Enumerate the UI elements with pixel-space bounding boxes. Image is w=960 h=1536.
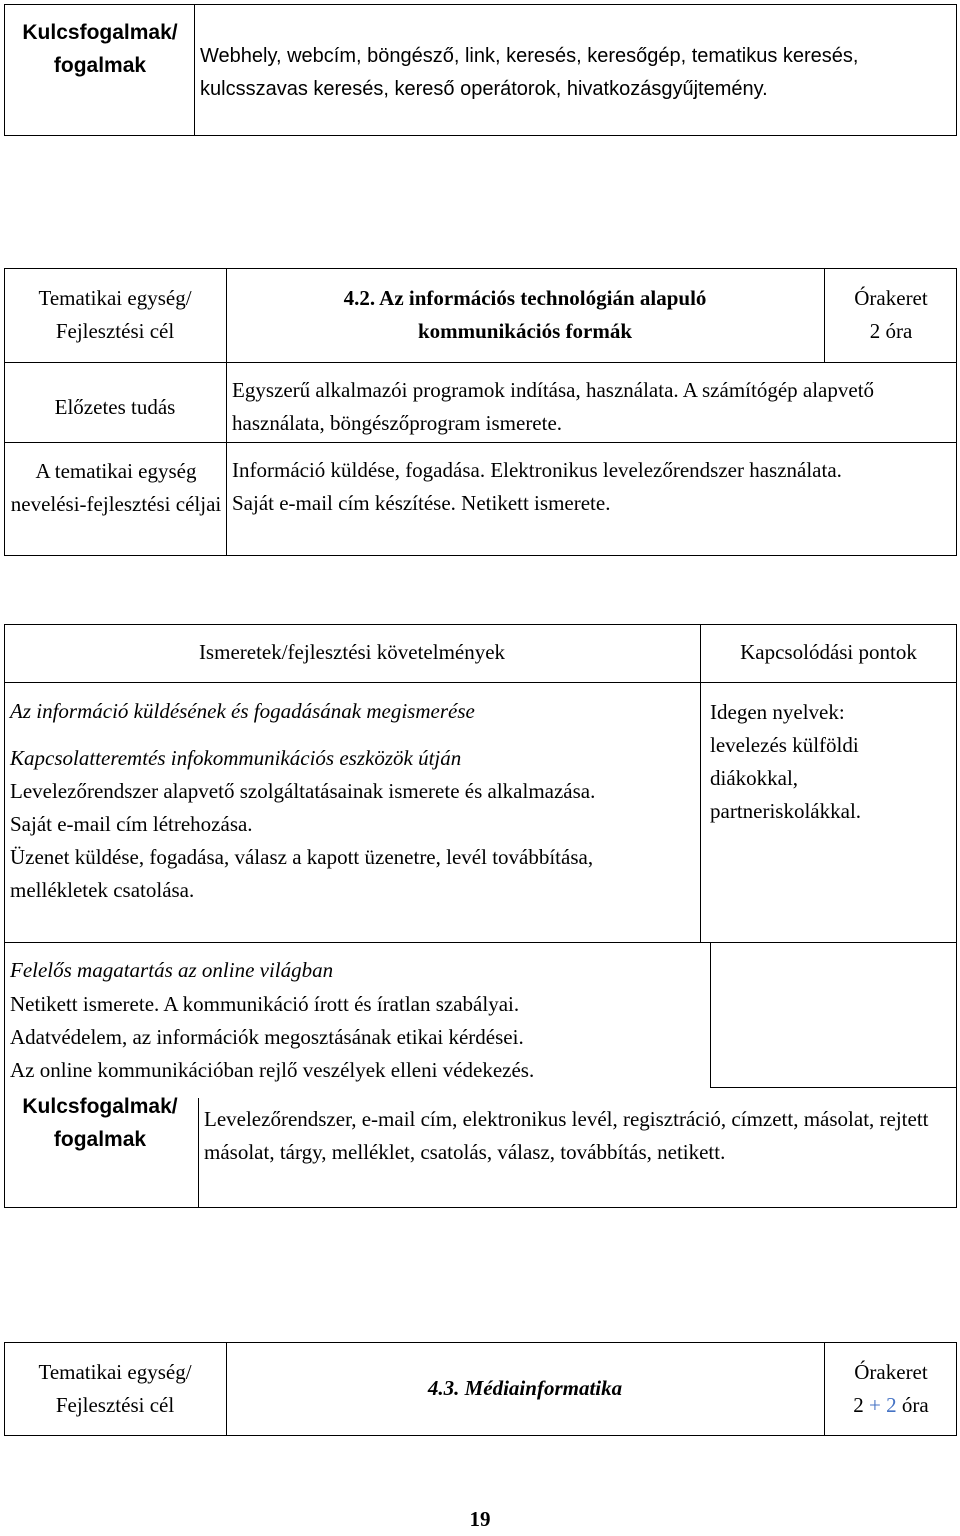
hours-value: 2 óra <box>869 319 913 343</box>
hours-label-2: Órakeret <box>854 1360 928 1384</box>
divider <box>4 442 957 443</box>
divider <box>4 682 957 683</box>
divider <box>824 1342 825 1436</box>
divider <box>194 4 195 136</box>
divider <box>710 1087 957 1088</box>
list-item: Levelezőrendszer alapvető szolgáltatásainak ismerete és alkalmazása. <box>10 779 596 803</box>
key-concepts-label: Kulcsfogalmak/ fogalmak <box>22 21 178 77</box>
hours-unit: óra <box>901 1393 929 1417</box>
key-concepts-label-2: Kulcsfogalmak/ fogalmak <box>22 1095 178 1151</box>
divider <box>824 268 825 362</box>
key-concepts-text: Webhely, webcím, böngésző, link, keresés, keresőgép, tematikus keresés, kulcsszavas keresés, kereső operátorok, hivatkozásgyűjtemény. <box>200 45 859 100</box>
hours-a: 2 <box>853 1393 864 1417</box>
list-item: Üzenet küldése, fogadása, válasz a kapott üzenetre, levél továbbítása, mellékletek csatolása. <box>10 845 594 902</box>
goals-text: Információ küldése, fogadása. Elektronikus levelezőrendszer használata. Saját e-mail cím készítése. Netikett ismerete. <box>232 458 842 515</box>
unit-label-2: Tematikai egység/ Fejlesztési cél <box>38 1360 192 1417</box>
links-text: Idegen nyelvek: levelezés külföldi diákokkal, partneriskolákkal. <box>710 700 862 823</box>
goals-label: A tematikai egység nevelési-fejlesztési céljai <box>10 459 222 516</box>
unit-label: Tematikai egység/ Fejlesztési cél <box>38 286 192 343</box>
hours-plus: + <box>869 1393 881 1417</box>
prior-knowledge-text: Egyszerű alkalmazói programok indítása, használata. A számítógép alapvető használata, böngészőprogram ismerete. <box>232 378 875 435</box>
divider <box>710 942 711 1087</box>
list-item: Adatvédelem, az információk megosztásának etikai kérdései. <box>10 1025 524 1049</box>
divider <box>4 942 957 943</box>
section1-subtitle: Kapcsolatteremtés infokommunikációs eszközök útján <box>10 746 462 770</box>
links-header: Kapcsolódási pontok <box>740 640 917 664</box>
hours-b: 2 <box>886 1393 897 1417</box>
list-item: Saját e-mail cím létrehozása. <box>10 812 253 836</box>
divider <box>700 624 701 942</box>
prior-knowledge-label: Előzetes tudás <box>54 395 176 419</box>
divider <box>4 362 957 363</box>
section1-title: Az információ küldésének és fogadásának megismerése <box>10 699 475 723</box>
section1-list <box>10 775 610 907</box>
section2-title: Felelős magatartás az online világban <box>10 958 334 982</box>
unit-title-2: 4.3. Médiainformatika <box>427 1376 623 1400</box>
page-number: 19 <box>469 1507 491 1531</box>
divider <box>198 1098 199 1208</box>
section2-list <box>10 988 700 1087</box>
list-item: Netikett ismerete. A kommunikáció írott és íratlan szabályai. <box>10 992 520 1016</box>
hours-value-2 <box>826 1389 956 1422</box>
hours-label: Órakeret <box>854 286 928 310</box>
unit-title: 4.2. Az információs technológián alapuló kommunikációs formák <box>343 286 707 343</box>
requirements-header: Ismeretek/fejlesztési követelmények <box>198 640 506 664</box>
divider <box>226 268 227 556</box>
key-concepts-text-2: Levelezőrendszer, e-mail cím, elektronikus levél, regisztráció, címzett, másolat, rejtett másolat, tárgy, melléklet, csatolás, válasz, továbbítás, netikett. <box>204 1107 929 1164</box>
list-item: Az online kommunikációban rejlő veszélyek elleni védekezés. <box>10 1058 535 1082</box>
